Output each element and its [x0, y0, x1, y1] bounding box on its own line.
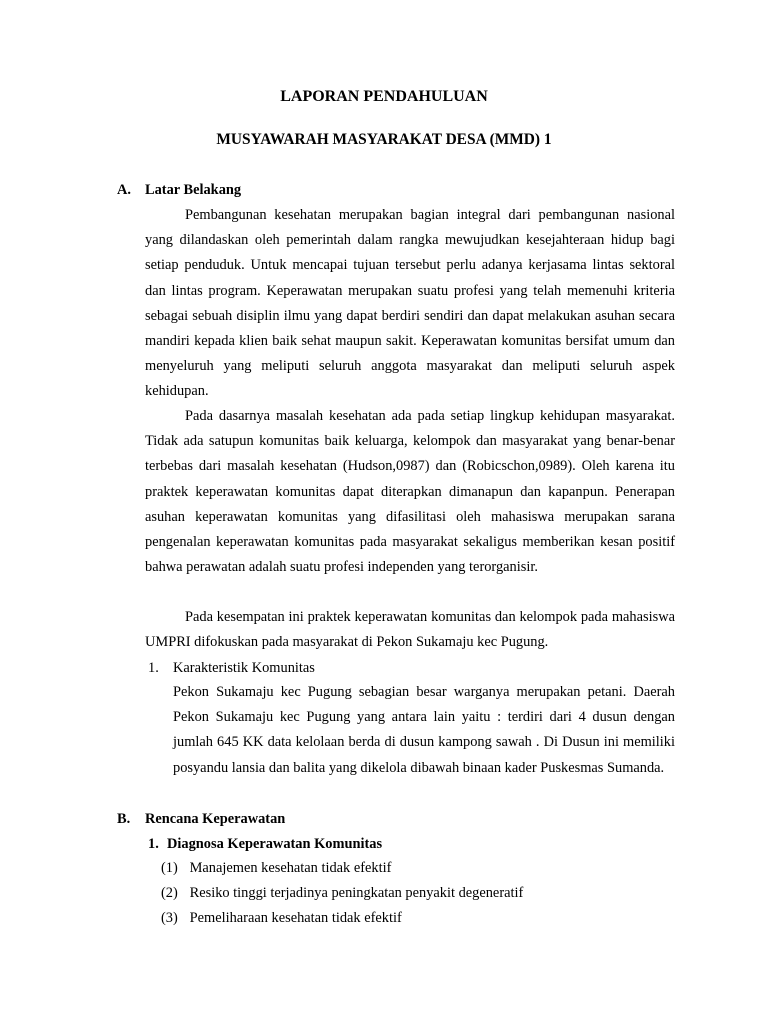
- subitem-number: 1.: [148, 660, 159, 676]
- list-item-number: (1): [161, 860, 178, 876]
- subitem-number: 1.: [148, 836, 159, 852]
- document-subtitle: MUSYAWARAH MASYARAKAT DESA (MMD) 1: [216, 131, 552, 148]
- section-a-letter: A.: [117, 182, 131, 198]
- section-b-letter: B.: [117, 811, 131, 827]
- diagnosis-list: [161, 856, 523, 931]
- list-item-text: Pemeliharaan kesehatan tidak efektif: [189, 910, 402, 926]
- paragraph: Pembangunan kesehatan merupakan bagian integral dari pembangunan nasional yang dilandaskan oleh pemerintah dalam rangka mewujudkan kesejahteraan hidup bagi setiap penduduk. Untuk mencapai tujuan tersebut perlu adanya kerjasama lintas sektoral dan lintas program. Keperawatan merupakan suatu profesi yang telah memenuhi kriteria sebagai sebuah disiplin ilmu yang dapat berdiri sendiri dan dapat melakukan asuhan secara mandiri kepada klien baik sehat maupun sakit. Keperawatan komunitas bersifat umum dan menyeluruh yang meliputi seluruh anggota masyarakat dan meliputi seluruh aspek kehidupan.: [145, 207, 675, 400]
- document-title: LAPORAN PENDAHULUAN: [280, 88, 488, 105]
- subitem-label: Karakteristik Komunitas: [173, 660, 315, 676]
- section-b-title: Rencana Keperawatan: [145, 811, 286, 827]
- paragraph: Pada dasarnya masalah kesehatan ada pada setiap lingkup kehidupan masyarakat. Tidak ada satupun komunitas baik keluarga, kelompok dan masyarakat yang benar-benar terbebas dari masalah kesehatan (Hudson,0987) dan (Robicschon,0989). Oleh karena itu praktek keperawatan komunitas dapat diterapkan dimanapun dan kapanpun. Penerapan asuhan keperawatan komunitas yang difasilitasi oleh mahasiswa merupakan sarana pengenalan keperawatan komunitas pada masyarakat sekaligus memberikan kesan positif bahwa perawatan adalah suatu profesi independen yang terorganisir.: [145, 408, 675, 576]
- list-item-number: (3): [161, 910, 178, 926]
- list-item-number: (2): [161, 885, 178, 901]
- list-item-text: Manajemen kesehatan tidak efektif: [189, 860, 392, 876]
- subitem-paragraph: Pekon Sukamaju kec Pugung sebagian besar warganya merupakan petani. Daerah Pekon Sukamaju kec Pugung yang antara lain yaitu : terdiri dari 4 dusun dengan jumlah 645 KK data kelolaan berda di dusun kampong sawah . Di Dusun ini memiliki posyandu lansia dan balita yang dikelola dibawah binaan kader Puskesmas Sumanda.: [173, 684, 675, 776]
- paragraph: Pada kesempatan ini praktek keperawatan komunitas dan kelompok pada mahasiswa UMPRI difokuskan pada masyarakat di Pekon Sukamaju kec Pugung.: [145, 609, 675, 651]
- list-item-text: Resiko tinggi terjadinya peningkatan penyakit degeneratif: [189, 885, 524, 901]
- subitem-label: Diagnosa Keperawatan Komunitas: [167, 836, 383, 852]
- list-item: [161, 881, 523, 906]
- list-item: [161, 906, 523, 931]
- section-a-title: Latar Belakang: [145, 182, 242, 198]
- list-item: [161, 856, 523, 881]
